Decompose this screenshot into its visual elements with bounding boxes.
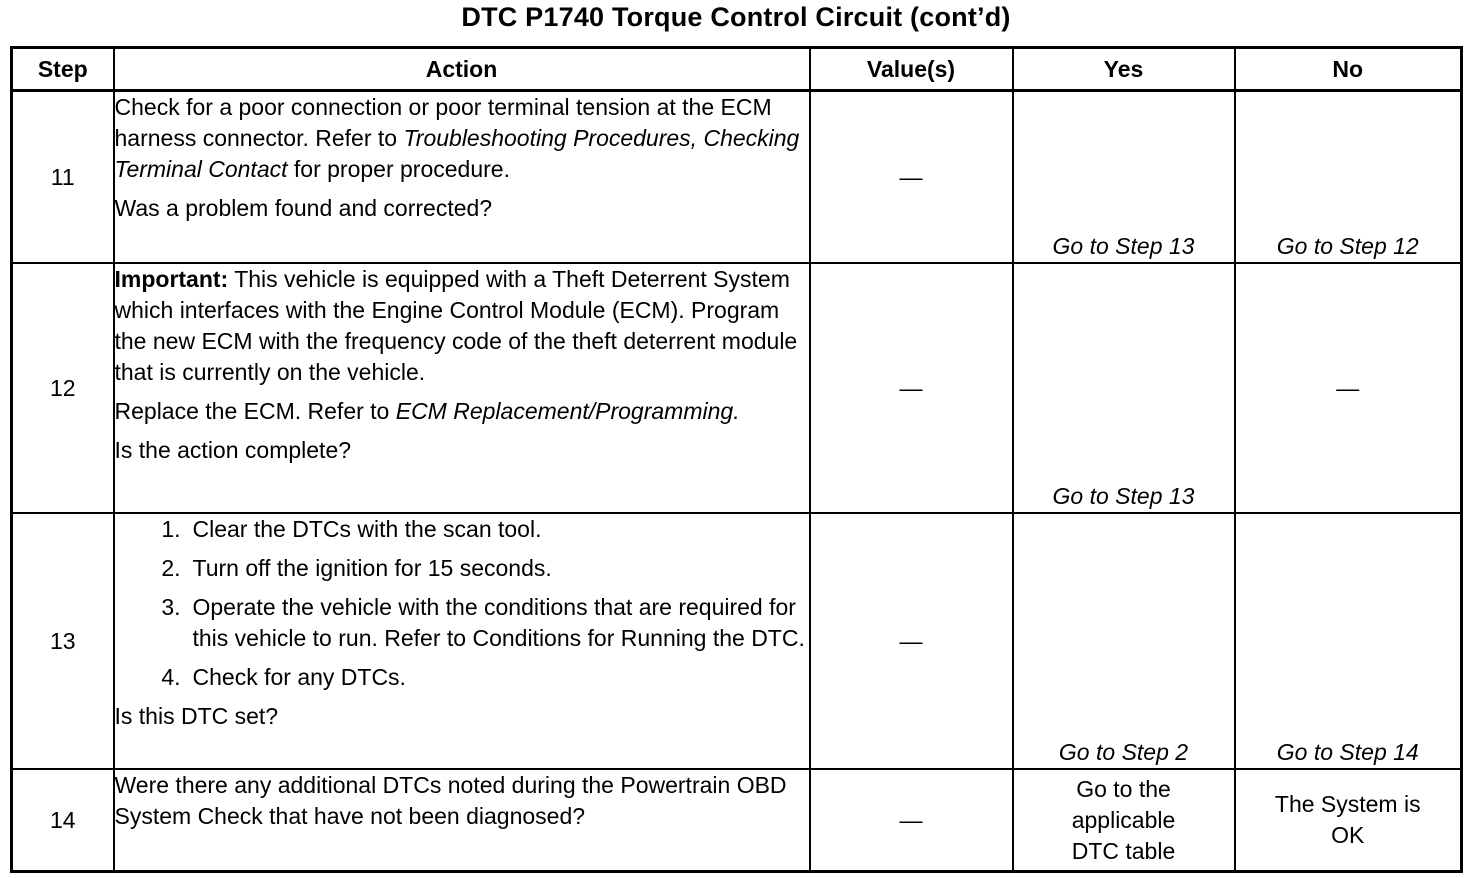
no-cell <box>1235 91 1462 264</box>
no-cell <box>1235 769 1462 872</box>
action-cell <box>114 263 810 513</box>
value-dash: — <box>899 806 923 833</box>
yes-cell <box>1013 263 1235 513</box>
yes-result: Go to Step 13 <box>1052 483 1195 509</box>
list-item <box>115 592 809 654</box>
page-title: DTC P1740 Torque Control Circuit (cont’d) <box>461 2 1011 32</box>
no-cell <box>1235 513 1462 769</box>
value-cell <box>810 513 1013 769</box>
list-item <box>115 662 809 693</box>
step-number: 13 <box>12 513 114 769</box>
table-row-step-12 <box>12 263 1462 513</box>
action-text-post: for proper procedure. <box>287 156 510 182</box>
no-cell <box>1235 263 1462 513</box>
list-item-number: 4. <box>161 664 181 690</box>
procedure-list <box>115 514 809 693</box>
action-text <box>115 396 809 427</box>
action-cell <box>114 513 810 769</box>
header-no: No <box>1235 48 1462 91</box>
table-header-row <box>12 48 1462 91</box>
table-row-step-11 <box>12 91 1462 264</box>
header-step: Step <box>12 48 114 91</box>
list-item-number: 2. <box>161 555 181 581</box>
yes-cell <box>1013 91 1235 264</box>
header-yes: Yes <box>1013 48 1235 91</box>
list-item-number: 1. <box>161 516 181 542</box>
action-text-pre: Check for a poor connection or poor terminal tension at the ECM harness connector. Refer to <box>114 94 772 151</box>
value-dash: — <box>899 163 923 190</box>
procedure-reference: Troubleshooting Procedures, Checking Terminal Contact <box>114 125 800 182</box>
action-text-pre: Replace the ECM. Refer to <box>114 398 396 424</box>
action-cell <box>114 769 810 872</box>
no-result: Go to Step 14 <box>1276 739 1419 765</box>
action-question: Is this DTC set? <box>114 703 279 729</box>
action-text <box>115 92 809 185</box>
yes-cell <box>1013 769 1235 872</box>
action-question: Was a problem found and corrected? <box>114 195 493 221</box>
yes-result: Go to Step 13 <box>1052 233 1195 259</box>
procedure-reference: ECM Replacement/Programming. <box>395 398 740 424</box>
step-number: 12 <box>12 263 114 513</box>
value-cell <box>810 91 1013 264</box>
no-result: The System is OK <box>1274 791 1421 848</box>
header-action: Action <box>114 48 810 91</box>
action-question: Is the action complete? <box>114 437 352 463</box>
action-question: Were there any additional DTCs noted during the Powertrain OBD System Check that have not been diagnosed? <box>114 772 787 829</box>
no-result: Go to Step 12 <box>1276 233 1419 259</box>
yes-result: Go to the applicable DTC table <box>1071 775 1176 864</box>
list-item-text: Operate the vehicle with the conditions that are required for this vehicle to run. Refer to Conditions for Running the DTC. <box>192 594 805 651</box>
action-cell <box>114 91 810 264</box>
value-dash: — <box>899 627 923 654</box>
list-item-text: Check for any DTCs. <box>192 664 406 690</box>
list-item <box>115 514 809 545</box>
step-number: 11 <box>12 91 114 264</box>
no-result: — <box>1336 374 1360 401</box>
list-item-text: Turn off the ignition for 15 seconds. <box>192 555 552 581</box>
table-row-step-14 <box>12 769 1462 872</box>
yes-cell <box>1013 513 1235 769</box>
yes-result: Go to Step 2 <box>1058 739 1189 765</box>
step-number: 14 <box>12 769 114 872</box>
value-cell <box>810 769 1013 872</box>
diagnostic-table <box>10 46 1463 873</box>
list-item <box>115 553 809 584</box>
important-label: Important: <box>114 266 229 292</box>
important-text: This vehicle is equipped with a Theft Deterrent System which interfaces with the Engine Control Module (ECM). Program the new ECM with the frequency code of the theft deterrent module that is currently on the vehicle. <box>114 266 798 385</box>
table-row-step-13 <box>12 513 1462 769</box>
value-dash: — <box>899 374 923 401</box>
header-values: Value(s) <box>810 48 1013 91</box>
value-cell <box>810 263 1013 513</box>
list-item-number: 3. <box>161 594 181 620</box>
list-item-text: Clear the DTCs with the scan tool. <box>192 516 542 542</box>
important-note <box>115 264 809 388</box>
